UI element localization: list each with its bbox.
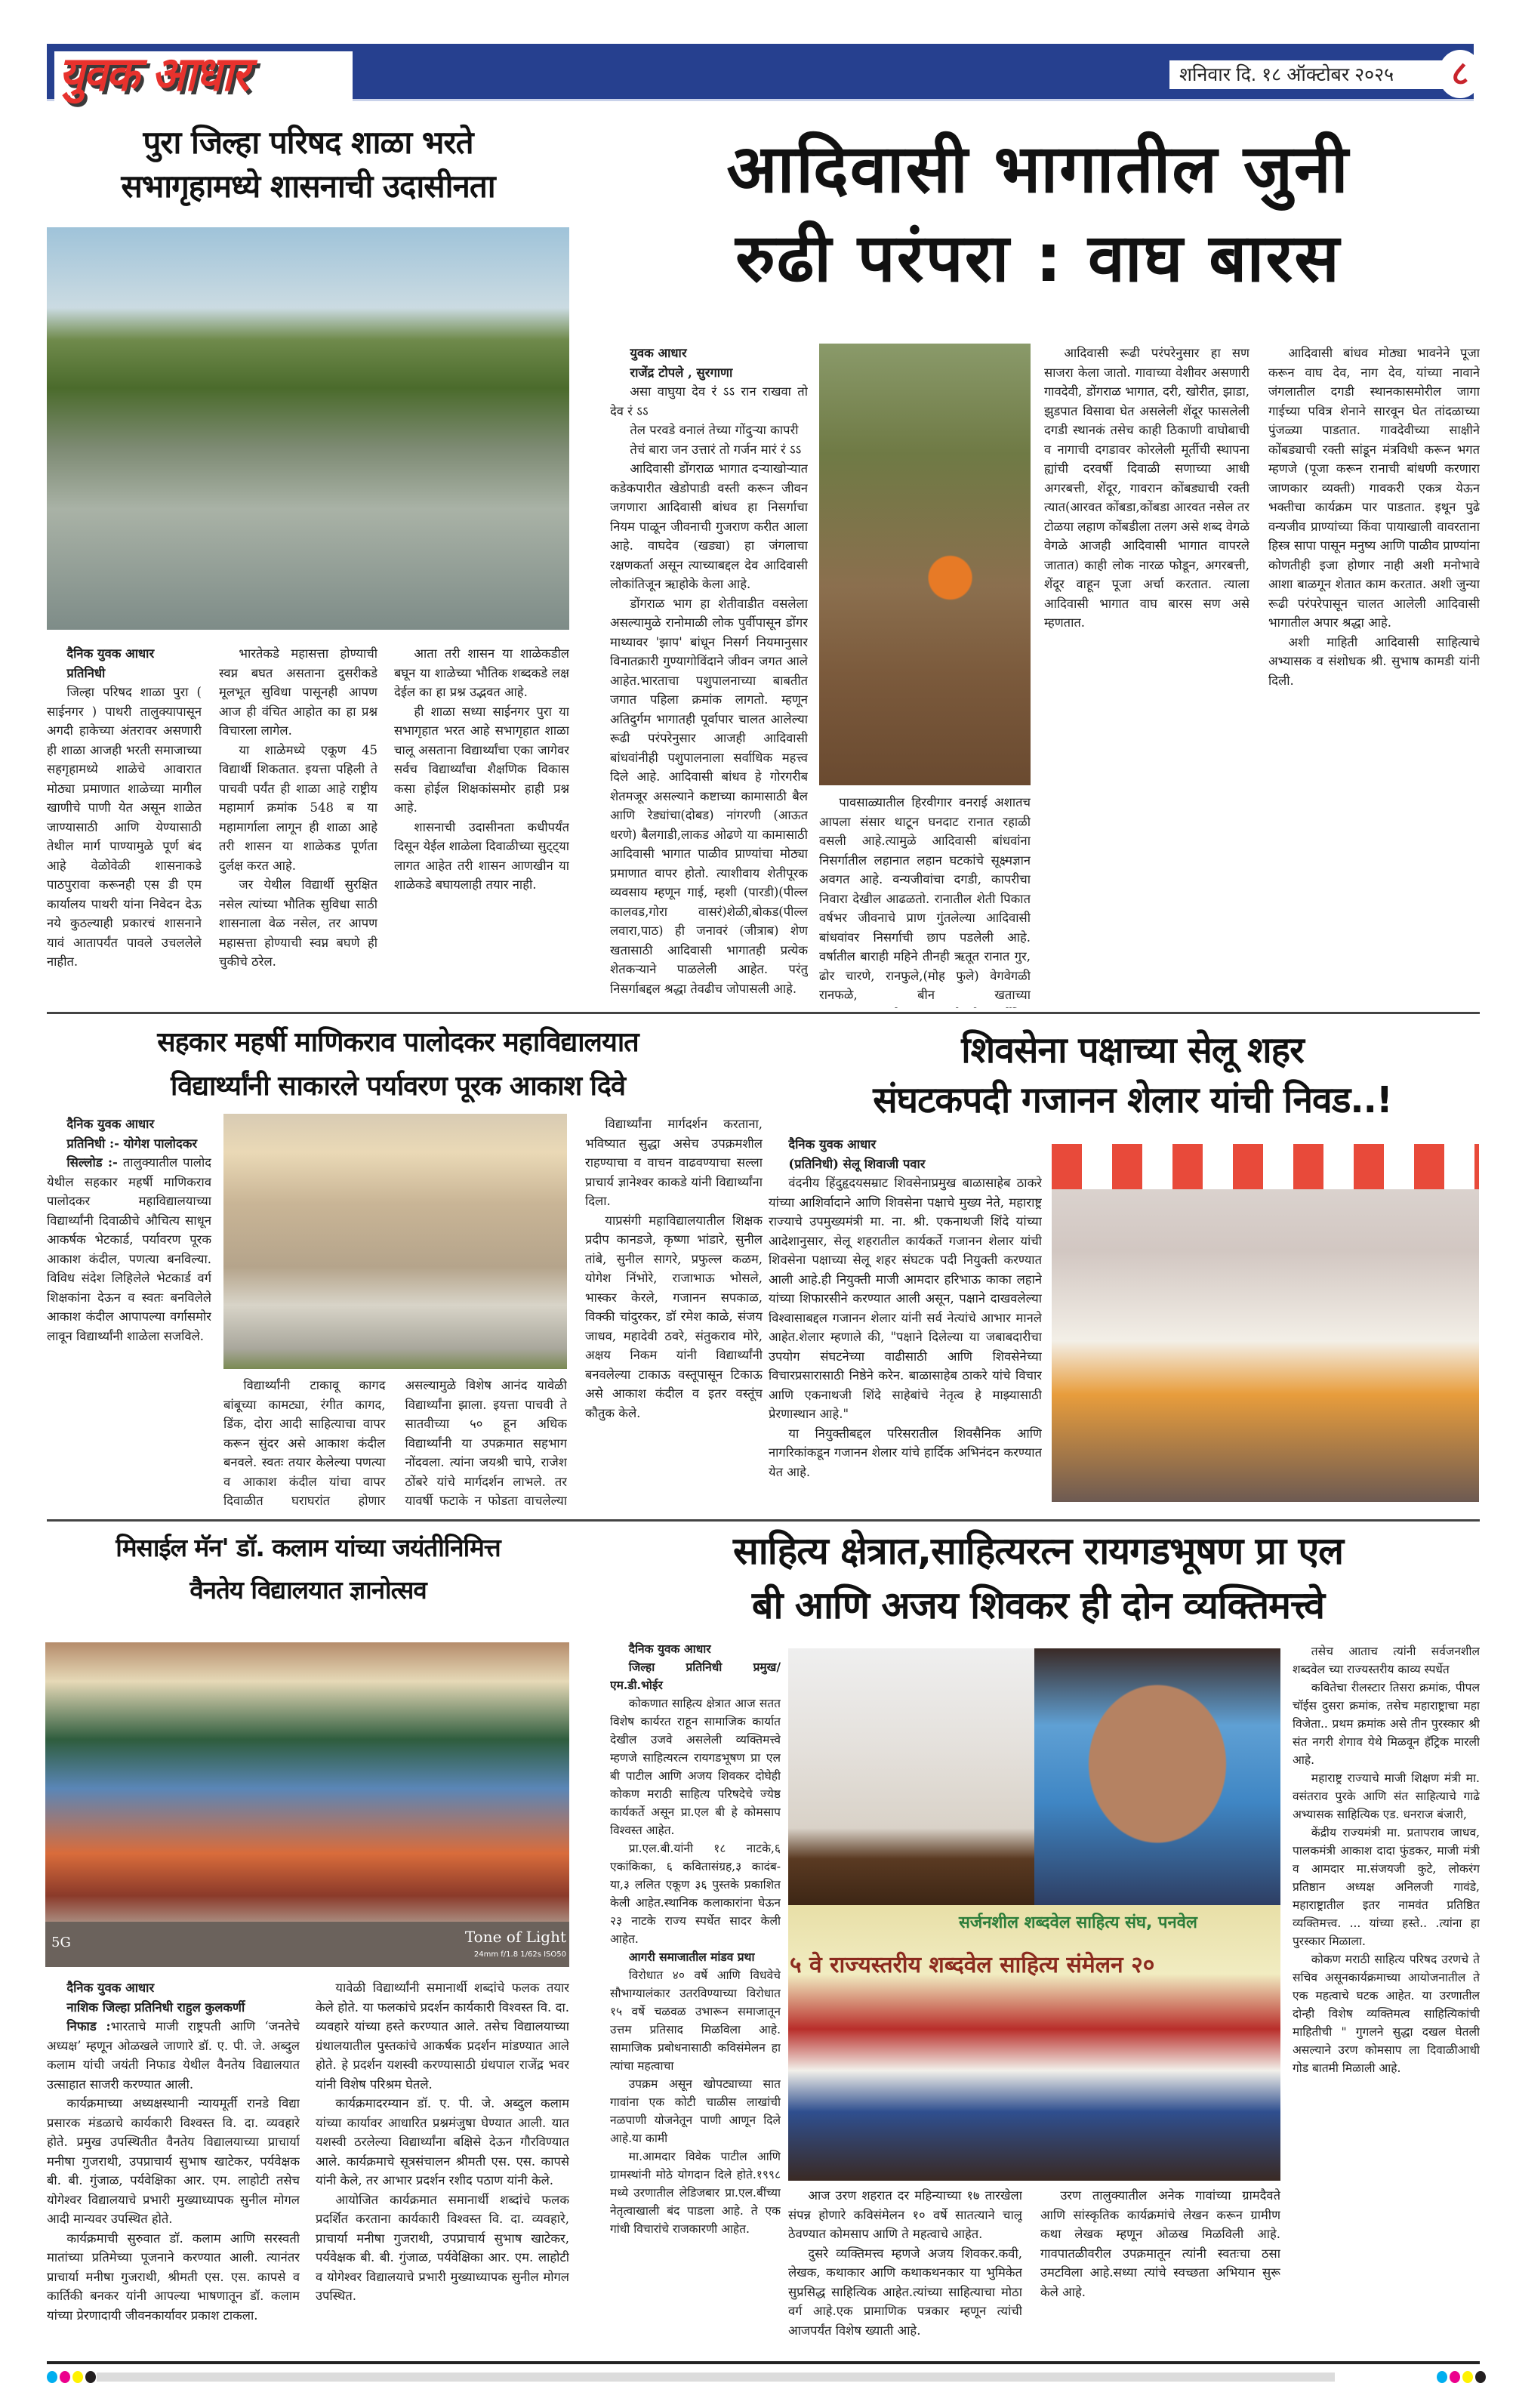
- paragraph-text: भारताचे माजी राष्ट्रपती आणि ‘जनतेचे अध्यक्ष’ म्हणून ओळखले जाणारे डॉ. ए. पी. जे. अब्दुल कलाम यांची जयंती निफाड येथील वैनतेय विद्यालयात उत्साहात साजरी करण्यात आली.: [47, 2019, 300, 2092]
- section-divider: [47, 1012, 1480, 1014]
- article-paragraph: याप्रसंगी महाविद्यालयातील शिक्षक प्रदीप कानडजे, कृष्णा भांडारे, सुनील तांबे, सुनील सागरे, प्रफुल्ल कळम, योगेश निंभोरे, राजाभाऊ भोसले, भास्कर केरले, गजानन सपकाळ, विक्की चांदुरकर, डॉ रमेश काळे, संजय जाधव, महादेवी ठवरे, संतुकराव मोरे, अक्षय निकम यांनी विद्यार्थ्यांनी बनवलेल्या टाकाऊ वस्तूपासून टिकाऊ असे आकाश कंदील व इतर वस्तूंच कौतुक केले.: [585, 1213, 763, 1420]
- article-paragraph: विद्यार्थ्यांना मार्गदर्शन करताना, भविष्यात सुद्धा असेच उपक्रमशील राहण्याचा व वाचन वाढवण्याचा सल्ला प्राचार्य ज्ञानेश्वर काकडे यांनी विद्यार्थ्यांना दिला.: [585, 1117, 763, 1208]
- article-paragraph: कोकण मराठी साहित्य परिषद उरणचे ते सचिव असूनकार्यक्रमाच्या आयोजनातील ते एक महत्वाचे घटक आहेत. या उरणातील दोन्ही विशेष व्यक्तिमत्व साहित्यिकांची माहितीची " गुगलने सुद्धा दखल घेतली असल्याने उरण कोमसाप ला दिवाळीआधी गोड बातमी मिळाली आहे.: [1293, 1953, 1480, 2075]
- article-paragraph: पावसाळ्यातील हिरवीगार वनराई अशातच आपला संसार थाटून घनदाट रानात रहाळी वसली आहे.त्यामुळे आदिवासी बांधवांना निसर्गातील लहानात लहान घटकांचे सूक्ष्मज्ञान अवगत आहे. वन्यजीवांचा दगडी, कापरीचा निवारा देखील आढळतो. रानातील शेती पिकात वर्षभर जीवनाचे प्राण गुंतलेल्या आदिवासी बांधवांवर निसर्गाची छाप पडलेली आहे. वर्षातील बाराही महिने तीनही ऋतूत रानात गुर, ढोर चारणे, रानफुले,(मोह फुले) वेगवेगळी रानफळे, बीन खताच्या: [819, 795, 1031, 1002]
- registration-dot: [72, 2371, 83, 2383]
- headline-line: संघटकपदी गजानन शेलार यांची निवड..!: [873, 1079, 1392, 1121]
- article-paragraph: आयोजित कार्यक्रमात समानार्थी शब्दांचे फलक प्रदर्शित करताना कार्यकारी विश्वस्त वि. दा. व्यवहारे, प्राचार्या मनीषा गुजराथी, उपप्राचार्य सुभाष खाटेकर, पर्यवेक्षक बी. बी. गुंजाळ, पर्यवेक्षिका आर. एम. लाहोटी व योगेश्वर विद्यालयाचे प्रभारी मुख्याध्यापक सुनील मोगल उपस्थित.: [316, 2192, 569, 2303]
- article-column: [819, 793, 1031, 1008]
- headline-kalam: [47, 1527, 569, 1611]
- byline-publication: दैनिक युवक आधार: [788, 1137, 877, 1152]
- byline-reporter: प्रतिनिधी :- योगेश पालोदकर: [66, 1136, 198, 1151]
- article-paragraph: या नियुक्तीबद्दल परिसरातील शिवसैनिक आणि नागरिकांकडून गजानन शेलार यांचे हार्दिक अभिनंदन करण्यात येत आहे.: [769, 1426, 1042, 1479]
- article-column: [47, 644, 202, 999]
- article-column: [1044, 344, 1249, 1008]
- photo-watermark-network: 5G: [51, 1935, 71, 1950]
- registration-dot: [85, 2371, 96, 2383]
- article-paragraph: आदिवासी रूढी परंपरेनुसार हा सण साजरा केला जातो. गावाच्या वेशीवर असणारी गावदेवी, डोंगराळ भागात, दरी, खोरीत, झाडा, झुडपात विसावा घेत असलेली शेंदूर फासलेली दगडी स्थानकं तसेच काही ठिकाणी वाघोबाची व नागाची दगडावर कोरलेली मूर्तीची स्थापना ह्यांची दरवर्षी दिवाळी सणाच्या आधी अगरबत्ती, शेंदूर, गावरान कोंबड्याची रक्ती त्यात(आरवत कोंबडा,कोंबडा आरवत नसेल तर टोळया लहाण कोंबडीला तलग असे शब्द वेगळे वेगळे आजही आदिवासी भागात वापरले जातात) काही लोक नारळ फोडून, अगरबत्ती, शेंदूर वाहून पूजा अर्चा करतात. त्याला आदिवासी भागात वाघ बारस सण असे म्हणतात.: [1044, 346, 1249, 630]
- headline-vaghbaras: [596, 125, 1480, 303]
- headline-line: साहित्य क्षेत्रात,साहित्यरत्न रायगडभूषण प्रा एल: [732, 1529, 1344, 1573]
- registration-dot: [1475, 2371, 1486, 2383]
- dateline: सिल्लोड :-: [66, 1155, 118, 1170]
- headline-school: [47, 121, 569, 208]
- photo-shabdavel-sammelan: [788, 1905, 1280, 2181]
- article-paragraph: उरण तालुक्यातील अनेक गावांच्या ग्रामदैवते आणि सांस्कृतिक कार्यक्रमांचे लेखन करून ग्रामीण कथा लेखक म्हणून ओळख मिळविली आहे. गावपातळीवरील उपक्रमातून त्यांनी स्वतःचा ठसा उमटविला आहे.सध्या त्यांचे स्वच्छता अभियान सुरू केले आहे.: [1040, 2188, 1280, 2299]
- article-paragraph: ही शाळा सध्या साईनगर पुरा या सभागृहात भरत आहे सभागृहात शाळा चालू असताना विद्यार्थ्यांचा एका जागेवर सर्वच विद्यार्थ्यांचा शैक्षणिक विकास कसा होईल शिक्षकांसमोर हाही प्रश्न आहे.: [394, 704, 569, 815]
- newspaper-logo: युवक आधार: [59, 46, 248, 102]
- article-paragraph: जर येथील विद्यार्थी सुरक्षित नसेल त्यांच्या भौतिक सुविधा साठी शासनाला वेळ नसेल, तर आपण महासत्ता होण्याची स्वप्न बघणे ही चुकीचे ठरेल.: [219, 877, 377, 969]
- photo-kalam-jayanti-event: [45, 1642, 569, 1967]
- article-paragraph: जिल्हा परिषद शाळा पुरा ( साईनगर ) पाथरी तालुक्यापासून अगदी हाकेच्या अंतरावर असणारी ही शाळा आजही भरती समाजाच्या सहगृहामध्ये शाळेचे आवारात मोठ्या प्रमाणात शाळेच्या मागील खाणीचे पाणी येत असून शाळेत जाण्यासाठी आणि येण्यासाठी तेथील मार्ग पाण्यामुळे पूर्ण बंद आहे वेळोवेळी शासनाकडे पाठपुरावा करूनही एस डी एम कार्यालय पाथरी यांना निवेदन देऊ नये कुठल्याही प्रकारचं शासनाने यावं आतापर्यंत पावले उचललेले नाहीत.: [47, 685, 202, 969]
- article-column: [1293, 1642, 1480, 2348]
- footer-rule: [47, 2361, 1480, 2364]
- photo-vaghdev-stone: [819, 344, 1031, 785]
- headline-line: शिवसेना पक्षाच्या सेलू शहर: [961, 1029, 1304, 1071]
- paragraph-text: तालुक्यातील पालोद येथील सहकार महर्षी माणिकराव पालोदकर महाविद्यालयाच्या विद्यार्थ्यांनी दिवाळीचे औचित्य साधून आकर्षक भेटकार्ड, पर्यावरण पूरक आकाश कंदील, पणत्या बनविल्या. विविध संदेश लिहिलेले भेटकार्ड वर्ग शिक्षकांना देऊन व स्वतः बनविलेले आकाश कंदील आपापल्या वर्गासमोर लावून विद्यार्थ्यांनी शाळेला सजविले.: [47, 1155, 211, 1343]
- article-paragraph: या शाळेमध्ये एकूण 45 विद्यार्थी शिकतात. इयत्ता पहिली ते पाचवी पर्यंत ही शाळा आहे राष्ट्रीय महामार्ग क्रमांक 548 ब या महामार्गाला लागून ही शाळा आहे तरी शासन या शाळेकड पूर्णता दुर्लक्ष करत आहे.: [219, 742, 377, 873]
- byline-publication: दैनिक युवक आधार: [66, 1117, 155, 1131]
- byline-reporter: नाशिक जिल्हा प्रतिनिधी राहुल कुलकर्णी: [66, 1999, 245, 2015]
- photo-shivsena-appointment: [1052, 1144, 1479, 1502]
- photo-ajay-shivkar: [1034, 1648, 1280, 1905]
- article-paragraph: आज उरण शहरात दर महिन्याच्या १७ तारखेला संपन्न होणारे कविसंमेलन १० वर्षे सातत्याने चालू ठेवण्यात कोमसाप आणि ते महत्वाचे आहेत.: [788, 2188, 1022, 2241]
- headline-line: मिसाईल मॅन' डॉ. कलाम यांच्या जयंतीनिमित्त: [116, 1533, 501, 1562]
- article-column: [47, 1978, 300, 2348]
- article-paragraph: तेल परवडे वनालं तेच्या गोंदुऱ्या कापरी: [630, 423, 799, 437]
- headline-line: आदिवासी भागातील जुनी: [726, 130, 1350, 208]
- headline-line: पुरा जिल्हा परिषद शाळा भरते: [143, 124, 473, 161]
- article-column: [769, 1135, 1042, 1515]
- headline-line: रुढी परंपरा : वाघ बारस: [735, 219, 1341, 297]
- article-paragraph: विद्यार्थ्यांनी टाकावू कागद बांबूच्या कामट्या, रंगीत कागद, डिंक, दोरा आदी साहित्याचा वापर करून सुंदर असे आकाश कंदील बनवले. स्वतः तयार केलेल्या पणत्या व आकाश कंदील यांचा वापर दिवाळीत घराघरांत होणार असल्यामुळे विशेष आनंद यावेळी विद्यार्थ्यांना झाला. इयत्ता पाचवी ते सातवीच्या ५० हून अधिक विद्यार्थ्यांनी या उपक्रमात सहभाग नोंदवला. त्यांना जयश्री चापे, राजेश ठोंबरे यांचे मार्गदर्शन लाभले. तर यावर्षी फटाके न फोडता वाचलेल्या: [223, 1378, 567, 1508]
- article-paragraph: वंदनीय हिंदुहृदयसम्राट शिवसेनाप्रमुख बाळासाहेब ठाकरे यांच्या आशिर्वादाने आणि शिवसेना पक्षाचे मुख्य नेते, महाराष्ट्र राज्याचे उपमुख्यमंत्री मा. ना. श्री. एकनाथजी शिंदे यांच्या आदेशानुसार, सेलू शहरातील कार्यकर्ते गजानन शेलार यांची शिवसेना पक्षाच्या सेलू शहर संघटक पदी नियुक्ती करण्यात आली आहे.ही नियुक्ती माजी आमदार हरिभाऊ काका लहाने यांच्या शिफारसीने करण्यात आली असून, पक्षाने दाखवलेल्या विश्वासाबद्दल गजानन शेलार यांनी सर्व नेत्यांचे आभार मानले आहेत.शेलार म्हणाले की, "पक्षाने दिलेल्या या जबाबदारीचा उपयोग संघटनेच्या वाढीसाठी आणि शिवसेनेच्या विचारप्रसारासाठी निष्ठेने करेन. बाळासाहेब ठाकरे यांचे विचार आणि एकनाथजी शिंदे साहेबांचे नेतृत्व हे माझ्यासाठी प्रेरणास्थान आहे.": [769, 1176, 1042, 1421]
- article-column: [788, 2186, 1022, 2352]
- article-subheading: आगरी समाजातील मांडव प्रथा: [628, 1950, 755, 1964]
- article-column: [1268, 344, 1480, 1008]
- headline-line: वैनतेय विद्यालयात ज्ञानोत्सव: [190, 1575, 427, 1605]
- byline-publication: दैनिक युवक आधार: [628, 1642, 711, 1656]
- article-paragraph: मा.आमदार विवेक पाटील आणि ग्रामस्थांनी मोठे योगदान दिले होते.१९९८ मध्ये उरणातील लेडिजबार प्रा.एल.बींच्या नेतृत्वाखाली बंद पाडला आहे. ते एक गांधी विचारांचे राजकारणी आहेत.: [610, 2150, 781, 2236]
- registration-dot: [1450, 2371, 1460, 2383]
- article-paragraph: तसेच आताच त्यांनी सर्वजनशील शब्दवेल च्या राज्यस्तरीय काव्य स्पर्धेत: [1293, 1645, 1480, 1676]
- registration-marks-left: [47, 2371, 96, 2383]
- headline-shivsena: [785, 1025, 1480, 1125]
- article-column: [610, 1640, 781, 2350]
- headline-line: सभागृहामध्ये शासनाची उदासीनता: [121, 168, 495, 205]
- article-paragraph: उपक्रम असून खोपट्याच्या सात गावांना एक कोटी चाळीस लाखांची नळपाणी योजनेतून पाणी आणून दिले आहे.या कामी: [610, 2077, 781, 2145]
- byline-reporter: (प्रतिनिधी) सेलू शिवाजी पवार: [788, 1156, 926, 1171]
- article-paragraph: विरोधात ४० वर्षे आणि विधवेचे सौभाग्यालंकार उतरविण्याच्या विरोधात १५ वर्षे चळवळ उभारून समाजातून उत्तम प्रतिसाद मिळविला आहे. सामाजिक प्रबोधनासाठी कविसंमेलन हा त्यांचा महत्वाचा: [610, 1969, 781, 2073]
- article-column: [585, 1115, 763, 1515]
- photo-watermark-brand: Tone of Light: [464, 1928, 566, 1946]
- byline-reporter: राजेंद्र टोपले , सुरगाणा: [630, 365, 733, 380]
- article-paragraph: कवितेचा रीलस्टार तिसरा क्रमांक, पीपल चॉईस दुसरा क्रमांक, तसेच महाराष्ट्राचा महा विजेता.. प्रथम क्रमांक असे तीन पुरस्कार श्री संत नगरी शेगाव येथे मिळवून हॅट्रिक मारली आहे.: [1293, 1681, 1480, 1767]
- article-paragraph: कार्यक्रमाची सुरुवात डॉ. कलाम आणि सरस्वती मातांच्या प्रतिमेच्या पूजनाने करण्यात आली. त्यानंतर प्राचार्या मनीषा गुजराथी, श्रीमती एस. एस. कापसे व कार्तिकी बनकर यांनी आपल्या भाषणातून डॉ. कलाम यांच्या प्रेरणादायी जीवनकार्यावर प्रकाश टाकला.: [47, 2231, 300, 2323]
- byline-publication: युवक आधार: [630, 346, 687, 360]
- photo-students-with-lanterns: [223, 1114, 567, 1369]
- byline-reporter: जिल्हा प्रतिनिधी प्रमुख/ एम.डी.भोईर: [610, 1660, 781, 1692]
- article-paragraph: शासनाची उदासीनता कधीपर्यंत दिसून येईल शाळेला दिवाळीच्या सुट्ट्या लागत आहेत तरी शासन आणखीन या शाळेकडे बघायलाही तयार नाही.: [394, 819, 569, 892]
- registration-dot: [60, 2371, 70, 2383]
- footer-gray-band: [97, 2373, 1335, 2382]
- article-paragraph: असा वाघुया देव रं ऽऽ रान राखवा तो देव रं ऽऽ: [610, 384, 808, 418]
- headline-line: बी आणि अजय शिवकर ही दोन व्यक्तिमत्त्वे: [751, 1583, 1325, 1627]
- article-paragraph: अशी माहिती आदिवासी साहित्याचे अभ्यासक व संशोधक श्री. सुभाष कामडी यांनी दिली.: [1268, 634, 1480, 688]
- article-paragraph: कार्यक्रमादरम्यान डॉ. ए. पी. जे. अब्दुल कलाम यांच्या कार्यावर आधारित प्रश्नमंजुषा घेण्यात आली. यात यशस्वी ठरलेल्या विद्यार्थ्यांना बक्षिसे देऊन गौरविण्यात आले. कार्यक्रमाचे सूत्रसंचालन श्रीमती एस. एस. कापसे यांनी केले, तर आभार प्रदर्शन रशीद पठाण यांनी केले.: [316, 2096, 569, 2188]
- headline-sahitya: [596, 1524, 1480, 1633]
- headline-lanterns: [47, 1021, 749, 1108]
- article-paragraph: यावेळी विद्यार्थ्यांनी समानार्थी शब्दांचे फलक तयार केले होते. या फलकांचे प्रदर्शन कार्यकारी विश्वस्त वि. दा. व्यवहारे यांच्या हस्ते करण्यात आले. तसेच विद्यालयाच्या ग्रंथालयातील पुस्तकांचे आकर्षक प्रदर्शन मांडण्यात आले होते. हे प्रदर्शन यशस्वी करण्यासाठी ग्रंथपाल राजेंद्र भवर यांनी विशेष परिश्रम घेतले.: [316, 1981, 569, 2092]
- article-column: [394, 644, 569, 999]
- article-column: [1040, 2186, 1280, 2352]
- article-paragraph: दुसरे व्यक्तिमत्त्व म्हणजे अजय शिवकर.कवी, लेखक, कथाकार आणि कथाकथनकार या भुमिकेत सुप्रसिद्ध साहित्यिक आहेत.त्यांच्या साहित्याचा मोठा वर्ग आहे.एक प्रामाणिक पत्रकार म्हणून त्यांची आजपर्यंत विशेष ख्याती आहे.: [788, 2246, 1022, 2338]
- article-paragraph: भारतेकडे महासत्ता होण्याची स्वप्न बघत असताना दुसरीकडे मूलभूत सुविधा पासूनही आपण आज ही वंचित आहोत का हा प्रश्न विचारला लागेल.: [219, 646, 377, 738]
- registration-dot: [1437, 2371, 1447, 2383]
- page-number: ८: [1451, 54, 1469, 93]
- photo-prof-lb-patil: [788, 1648, 1034, 1905]
- article-column: [223, 1376, 567, 1515]
- article-paragraph: [47, 2017, 300, 2094]
- article-paragraph: कार्यक्रमाच्या अध्यक्षस्थानी न्यायमूर्ती रानडे विद्या प्रसारक मंडळाचे कार्यकारी विश्वस्त वि. दा. व्यवहारे होते. प्रमुख उपस्थितीत वैनतेय विद्यालयाच्या प्राचार्या मनीषा गुजराथी, उपप्राचार्य सुभाष खाटेकर, पर्यवेक्षक बी. बी. गुंजाळ, पर्यवेक्षिका आर. एम. लाहोटी तसेच योगेश्वर विद्यालयाचे प्रभारी मुख्याध्यापक सुनील मोगल आदी मान्यवर उपस्थित होते.: [47, 2096, 300, 2226]
- section-divider: [47, 1519, 1480, 1522]
- registration-marks-right: [1437, 2371, 1486, 2383]
- article-paragraph: महाराष्ट्र राज्याचे माजी शिक्षण मंत्री मा. वसंतराव पुरके आणि संत साहित्याचे गाढे अभ्यासक साहित्यिक एड. धनराज बंजारी,: [1293, 1771, 1480, 1821]
- article-paragraph: आदिवासी बांधव मोठ्या भावनेने पूजा करून वाघ देव, नाग देव, यांच्या नावाने जंगलातील दगडी स्थानकासमोरील जागा गाईच्या पवित्र शेनाने सारवून घेत तांदळाच्या पुंजळ्या पाडतात. गावदेवीच्या साक्षीने कोंबड्याची रक्ती सांडून मंत्रविधी करून भगत म्हणजे (पूजा करून रानाची बांधणी करणारा जाणकार व्यक्ती) गावकरी एकत्र येऊन भक्तीचा कार्यक्रम पार पाडतात. इथून पुढे वन्यजीव प्राण्यांच्या किंवा पायाखाली वावरताना हिस्त्र सापा पासून मनुष्य आणि पाळीव प्राण्यांना कोणतीही इजा होणार नाही अशी मनोभावे आशा बाळगून शेतात काम करतात. अशी जुन्या रूढी परंपरेपासून चालत आलेली आदिवासी भागातील अपार श्रद्धा आहे.: [1268, 346, 1480, 630]
- registration-dot: [47, 2371, 57, 2383]
- article-paragraph: तेचं बारा जन उत्तारं तो गर्जन मारं रं ऽऽ: [630, 442, 802, 457]
- article-paragraph: आदिवासी डोंगराळ भागात दऱ्याखोऱ्यात कडेकपारीत खेडोपाडी वस्ती करून जीवन जगणारा आदिवासी बांधव हा निसर्गाचा नियम पाळून जीवनाची गुजराण करीत आला आहे. वाघदेव (खड्या) हा जंगलाचा रक्षणकर्ता असून त्याच्याबद्दल देव आदिवासी लोकांतिजून ऋाहोके केला आहे.: [610, 461, 808, 591]
- article-column: [219, 644, 377, 999]
- article-paragraph: प्रा.एल.बी.यांनी १८ नाटके,६ एकांकिका, ६ कवितासंग्रह,३ कादंब-या,३ ललित एकूण ३६ पुस्तके प्रकाशित केली आहेत.स्थानिक कलाकारांना घेऊन २३ नाटके राज्य स्पर्धेत सादर केली आहेत.: [610, 1842, 781, 1946]
- article-paragraph: [47, 1153, 211, 1346]
- article-paragraph: आता तरी शासन या शाळेकडील बघून या शाळेच्या भौतिक शब्दकडे लक्ष देईल का हा प्रश्न उद्भवत आहे.: [394, 646, 569, 699]
- article-paragraph: केंद्रीय राज्यमंत्री मा. प्रतापराव जाधव, पालकमंत्री आकाश दादा फुंडकर, माजी मंत्री व आमदार मा.संजयजी कुटे, लोकरंग प्रतिष्ठान अध्यक्ष अनिलजी गावंडे, महाराष्ट्रातील इतर नामवंत प्रतिष्ठित व्यक्तिमत्त्व. ... यांच्या हस्ते.. .त्यांना हा पुरस्कार मिळाला.: [1293, 1826, 1480, 1948]
- headline-line: सहकार महर्षी माणिकराव पालोदकर महाविद्यालयात: [157, 1027, 639, 1058]
- photo-banner-text: सर्जनशील शब्दवेल साहित्य संघ, पनवेल: [959, 1913, 1197, 1932]
- article-paragraph: डोंगराळ भाग हा शेतीवाडीत वसलेला असल्यामुळे रानोमाळी लोक पुर्वीपासून डोंगर माथ्यावर 'झाप' बांधून निसर्ग नियमानुसार विनातक्रारी गुण्यागोविंदाने जीवन जगत आले आहेत.भारताचा पशुपालनाच्या बाबतीत जगात पहिला क्रमांक लागतो. म्हणून अतिदुर्गम भागातही पूर्वापार चालत आलेल्या रूढी परंपरेनुसार आजही आदिवासी बांधवांनीही पशुपालनाला सर्वाधिक महत्त्व दिले आहे. आदिवासी बांधव हे गोरगरीब शेतमजूर असल्याने कष्टाच्या कामासाठी बैल आणि रेड्यांचा(दोबड) नांगरणी (आऊत धरणे) बैलगाडी,लाकड ओढणे या कामासाठी आदिवासी भागात पाळीव प्राण्यांचा मोठ्या प्रमाणात वापर होतो. त्याशीवाय शेतीपूरक व्यवसाय म्हणून गाई, म्हशी (पारडी)(पील्ल कालवड,गोरा वासरं)शेळी,बोकड(पील्ल लवारा,पाठ) ही जनावरं (जीत्राब) शेण खतासाठी आदिवासी भागातही प्रत्येक शेतकऱ्याने पाळलेली आहेत. परंतु निसर्गाबद्दल श्रद्धा तेवढीच जोपासली आहे.: [610, 596, 808, 996]
- dateline: निफाड :: [66, 2019, 111, 2033]
- issue-date: शनिवार दि. १८ ऑक्टोबर २०२५: [1179, 63, 1394, 85]
- headline-line: विद्यार्थ्यांनी साकारले पर्यावरण पूरक आकाश दिवे: [170, 1071, 626, 1102]
- article-paragraph: कोकणात साहित्य क्षेत्रात आज सतत विशेष कार्यरत राहून सामाजिक कार्यात देखील उजवे असलेली व्यक्तिमत्त्वे म्हणजे साहित्यरत्न रायगडभूषण प्रा एल बी पाटील आणि अजय शिवकर दोघेही कोकण मराठी साहित्य परिषदेचे ज्येष्ठ कार्यकर्ते असून प्रा.एल बी हे कोमसाप विश्वस्त आहेत.: [610, 1697, 781, 1837]
- byline-reporter: प्रतिनिधी: [66, 665, 106, 680]
- photo-banner-text: ५ वे राज्यस्तरीय शब्दवेल साहित्य संमेलन २०: [790, 1952, 1155, 1978]
- article-column: [316, 1978, 569, 2348]
- photo-students-flooded-school: [47, 227, 569, 630]
- article-column: [47, 1115, 211, 1515]
- photo-watermark-exif: 24mm f/1.8 1/62s ISO50: [473, 1950, 566, 1959]
- byline-publication: दैनिक युवक आधार: [66, 1981, 155, 1995]
- article-column: [610, 344, 808, 1008]
- registration-dot: [1462, 2371, 1473, 2383]
- byline-publication: दैनिक युवक आधार: [66, 646, 155, 661]
